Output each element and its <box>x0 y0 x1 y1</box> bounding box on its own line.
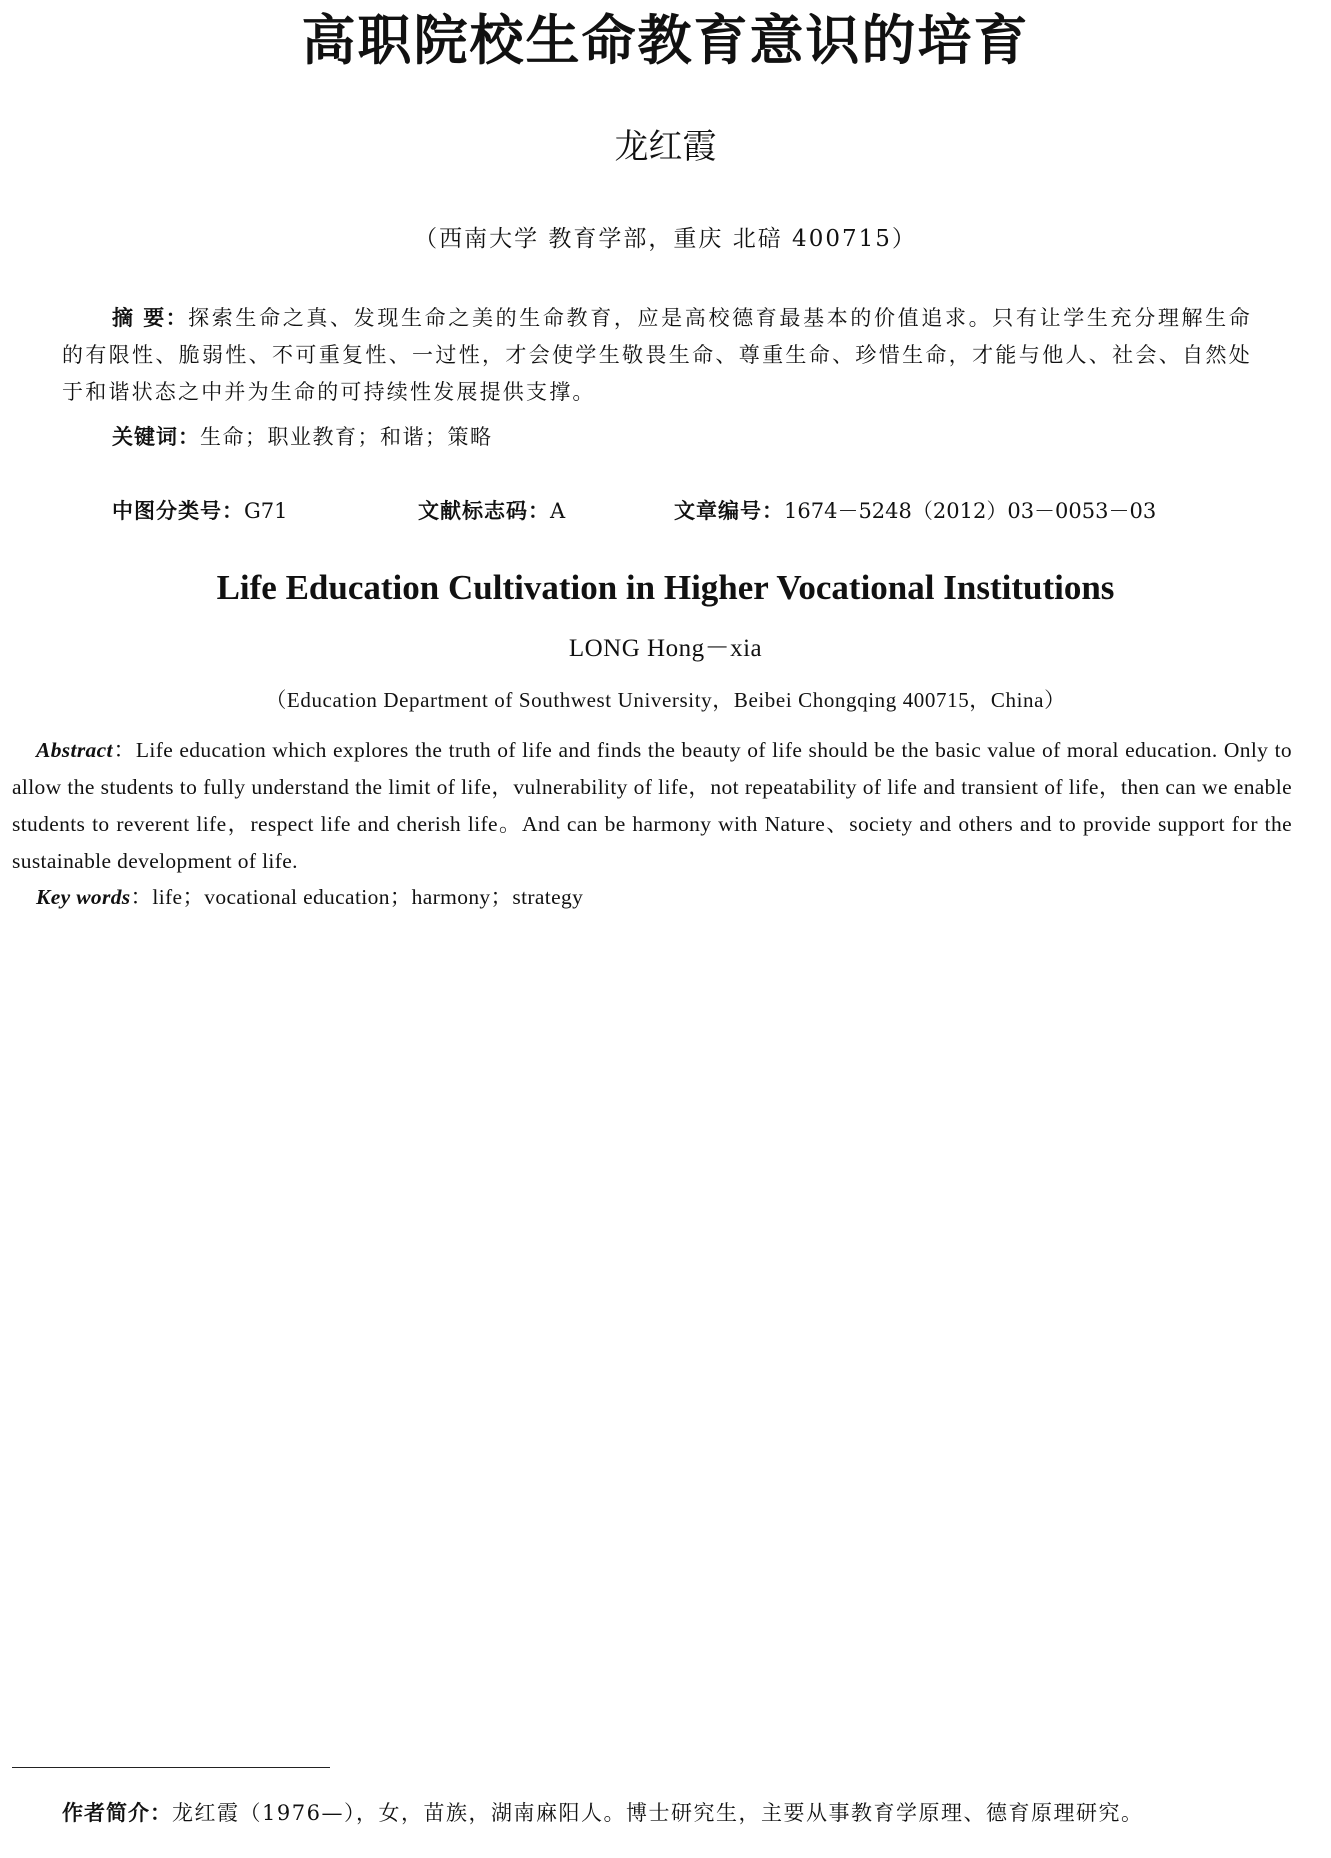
paper-title-english: Life Education Cultivation in Higher Vocational Institutions <box>216 568 1115 607</box>
abstract-label-separator: ： <box>112 738 136 762</box>
abstract-chinese <box>62 300 1252 411</box>
author-bio-text: 龙红霞（1976—），女，苗族，湖南麻阳人。博士研究生，主要从事教育学原理、德育原理研究。 <box>172 1801 1144 1825</box>
document-code <box>418 494 565 528</box>
abstract-text-chinese: 探索生命之真、发现生命之美的生命教育，应是高校德育最基本的价值追求。只有让学生充分理解生命的有限性、脆弱性、不可重复性、一过性，才会使学生敬畏生命、尊重生命、珍惜生命，才能与他人、社会、自然处于和谐状态之中并为生命的可持续性发展提供支撑。 <box>62 306 1253 404</box>
keywords-label-chinese: 关键词： <box>112 425 200 449</box>
clc-number-value: G71 <box>244 499 288 523</box>
clc-number <box>112 494 288 528</box>
clc-number-label: 中图分类号： <box>112 499 244 523</box>
abstract-label-chinese: 摘 要： <box>112 306 189 330</box>
affiliation-chinese: （西南大学 教育学部，重庆 北碚 400715） <box>414 226 917 252</box>
document-code-value: A <box>550 499 566 523</box>
article-number-value: 1674－5248（2012）03－0053－03 <box>784 499 1157 523</box>
keywords-chinese <box>112 420 493 454</box>
author-bio-label: 作者简介： <box>62 1801 172 1825</box>
author-name-english: LONG Hong－xia <box>568 635 763 662</box>
affiliation-english: （Education Department of Southwest University，Beibei Chongqing 400715，China） <box>265 688 1066 712</box>
article-number-label: 文章编号： <box>674 499 784 523</box>
keywords-text-english: life；vocational education；harmony；strategy <box>152 885 584 909</box>
keywords-text-chinese: 生命；职业教育；和谐；策略 <box>200 425 493 449</box>
paper-title-chinese: 高职院校生命教育意识的培育 <box>301 9 1030 72</box>
keywords-label-english: Key words <box>36 885 131 909</box>
abstract-label-english: Abstract <box>36 738 113 762</box>
footnote-divider <box>12 1767 330 1768</box>
author-bio-footnote <box>62 1796 1143 1830</box>
author-name-chinese: 龙红霞 <box>614 127 717 167</box>
abstract-text-english: Life education which explores the truth of life and finds the beauty of life should be the basic value of moral education. Only to allow the students to fully understand the limit of life，vulnerability of life，not repeatability of life and transient of life，then can we enable students to reverent life，respect life and cherish life。And can be harmony with Nature、society and others and to provide support for the sustainable development of life. <box>12 738 1292 873</box>
keywords-english <box>36 880 583 914</box>
keywords-label-separator: ： <box>130 885 153 909</box>
abstract-english <box>12 732 1292 880</box>
article-number <box>674 494 1156 528</box>
document-code-label: 文献标志码： <box>418 499 550 523</box>
